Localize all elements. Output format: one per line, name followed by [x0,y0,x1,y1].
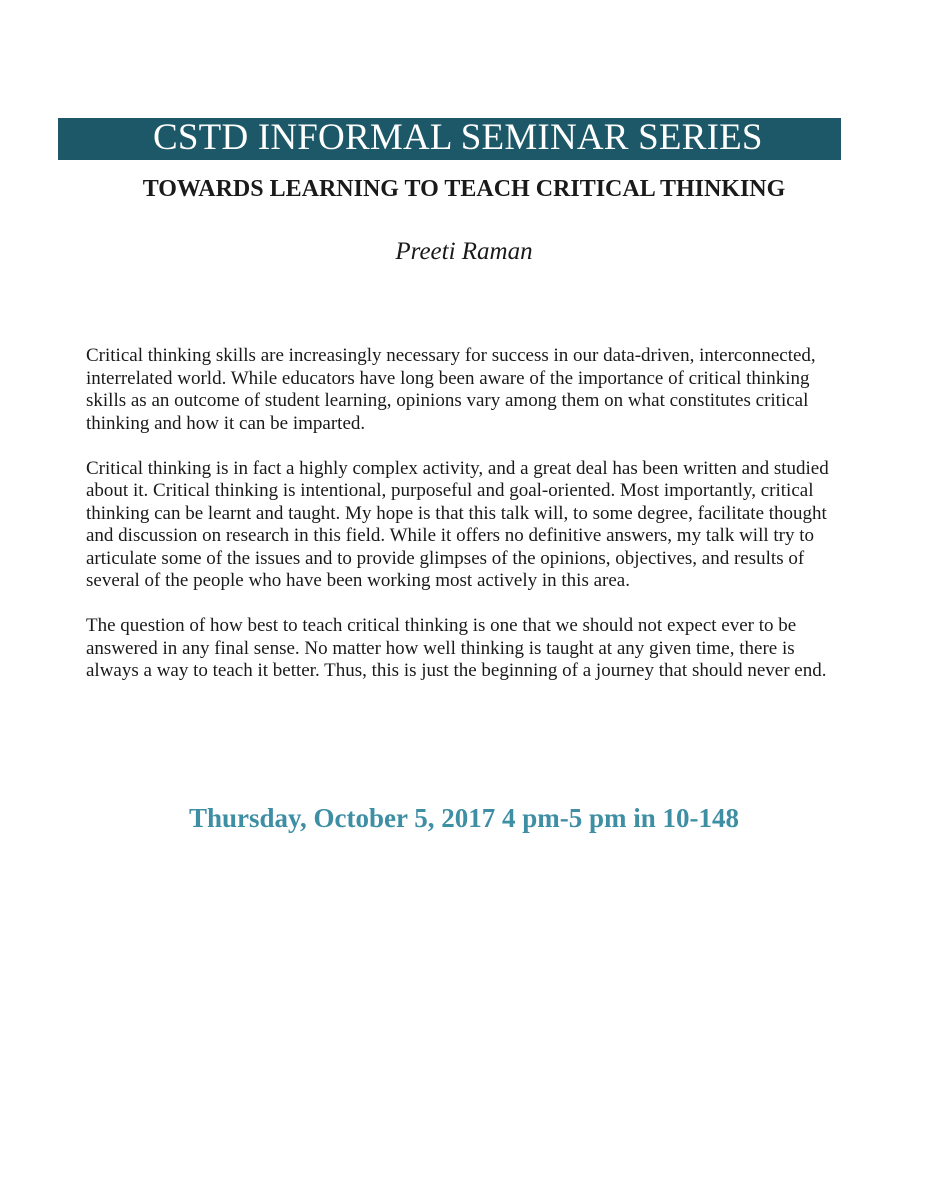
series-banner [58,118,841,160]
abstract-paragraph-2: Critical thinking is in fact a highly complex activity, and a great deal has been written and studied about it. Critical thinking is intentional, purposeful and goal-oriented. Most importantly, critical thinking can be learnt and taught. My hope is that this talk will, to some degree, facilitate thought and discussion on research in this field. While it offers no definitive answers, my talk will try to articulate some of the issues and to provide glimpses of the opinions, objectives, and results of several of the people who have been working most actively in this area. [86,457,829,591]
abstract-paragraph-3: The question of how best to teach critical thinking is one that we should not expect ever to be answered in any final sense. No matter how well thinking is taught at any given time, there is always a way to teach it better. Thus, this is just the beginning of a journey that should never end. [86,615,827,681]
talk-title: TOWARDS LEARNING TO TEACH CRITICAL THINKING [142,176,786,202]
abstract [86,345,846,705]
event-details: Thursday, October 5, 2017 4 pm-5 pm in 10-148 [188,803,740,833]
abstract-paragraph-1: Critical thinking skills are increasingly necessary for success in our data-driven, interconnected, interrelated world. While educators have long been aware of the importance of critical thinking skills as an outcome of student learning, opinions vary among them on what constitutes critical thinking and how it can be imparted. [86,345,816,434]
speaker-name: Preeti Raman [395,238,533,265]
series-title: CSTD INFORMAL SEMINAR SERIES [153,117,763,158]
